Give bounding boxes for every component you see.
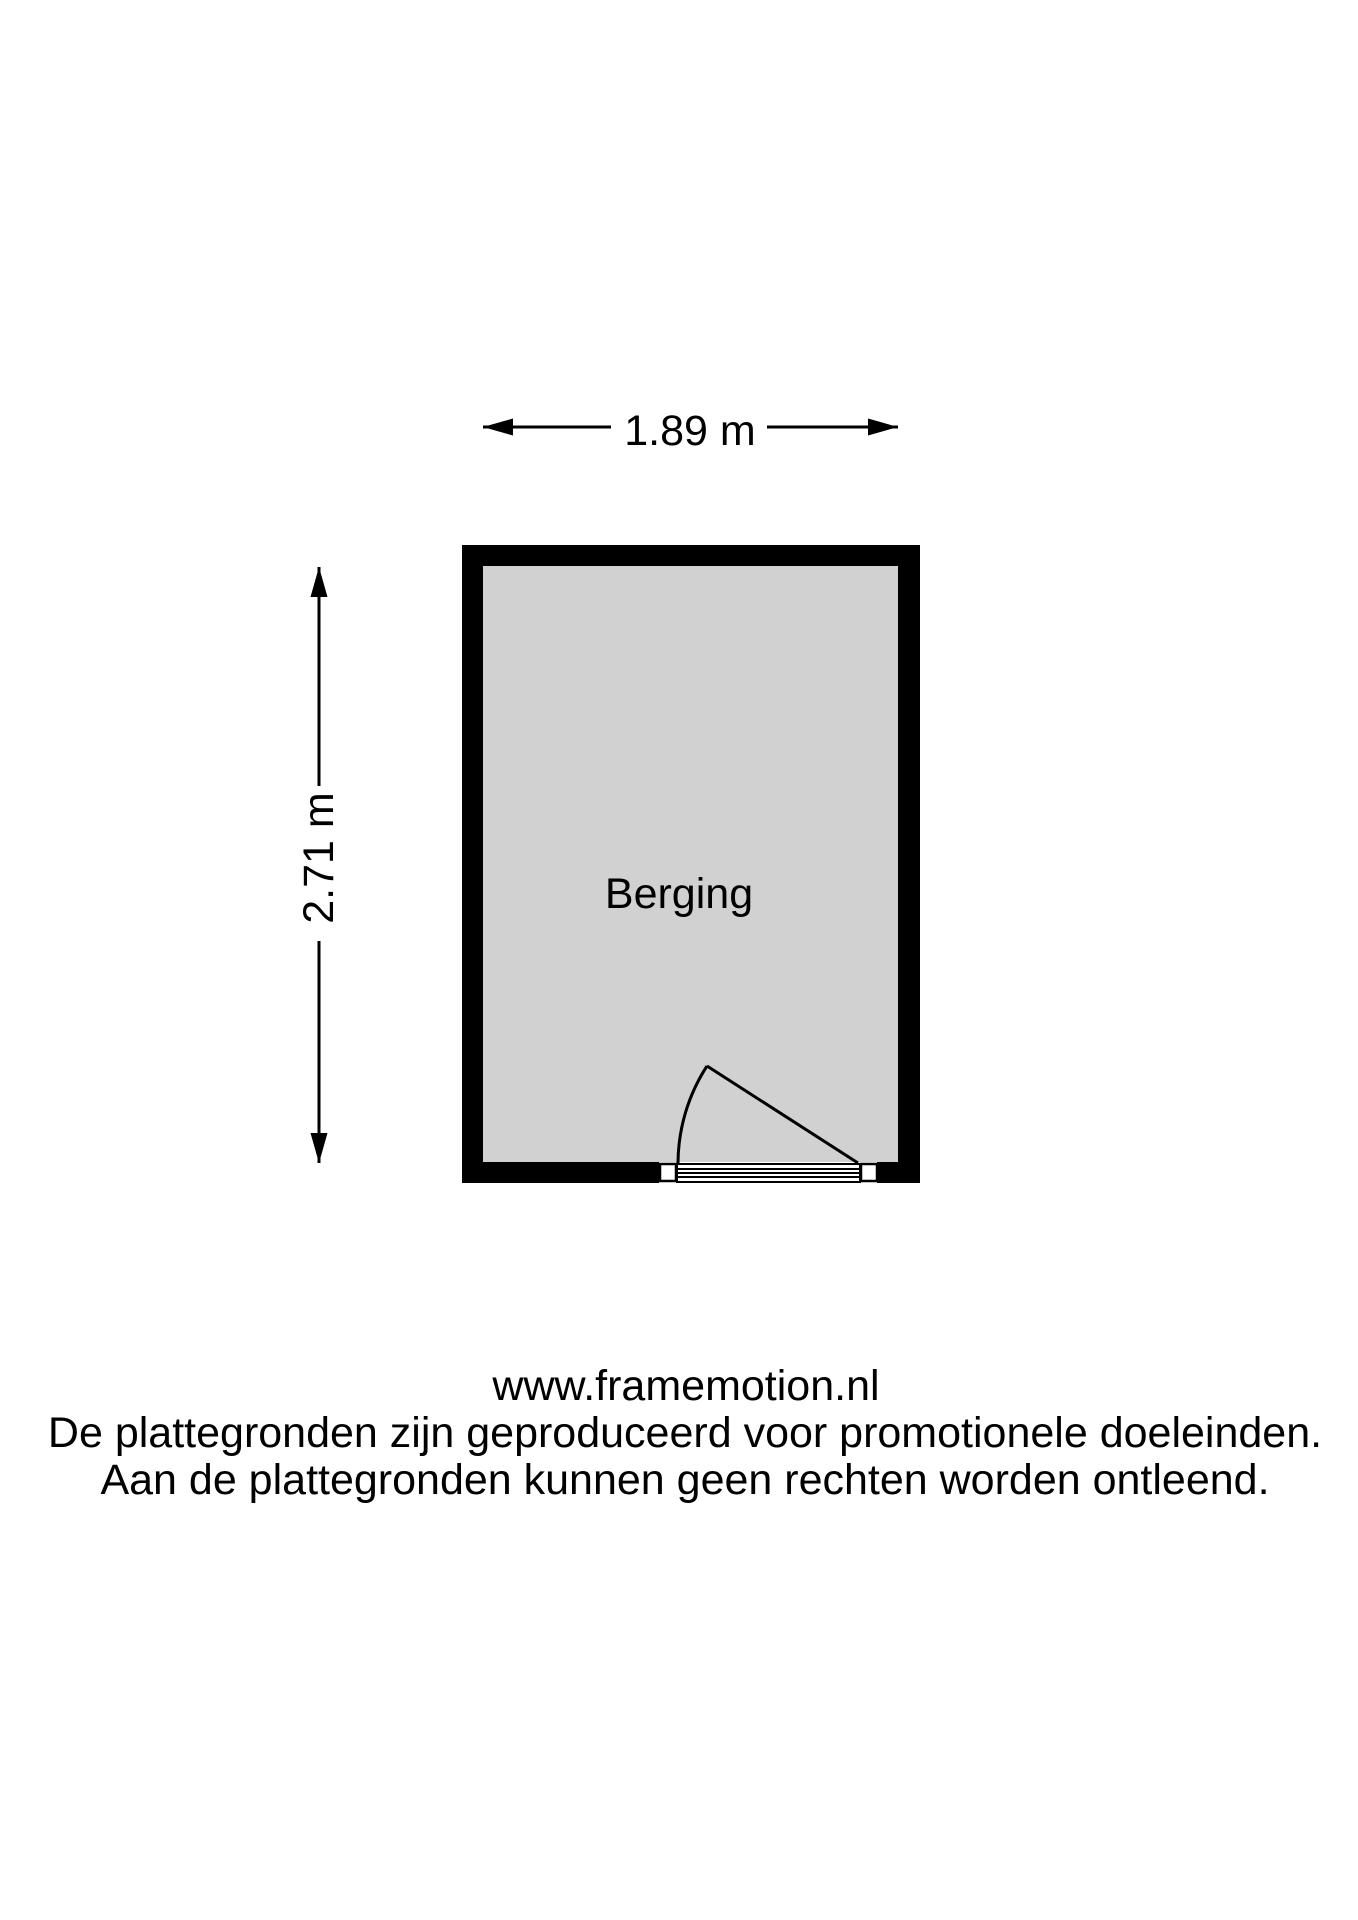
height-dimension — [295, 567, 343, 1163]
arrow-left-icon — [483, 419, 513, 436]
room-floor — [483, 566, 898, 1162]
door-jamb-left — [660, 1164, 676, 1181]
width-dimension — [483, 407, 898, 455]
arrow-up-icon — [311, 567, 328, 597]
room-label: Berging — [604, 870, 754, 918]
website-text: www.framemotion.nl — [492, 1362, 880, 1410]
width-dimension-label: 1.89 m — [624, 407, 756, 455]
disclaimer-line-1: De plattegronden zijn geproduceerd voor promotionele doeleinden. — [47, 1409, 1323, 1457]
door-jamb-right — [861, 1164, 877, 1181]
arrow-down-icon — [311, 1133, 328, 1163]
arrow-right-icon — [868, 419, 898, 436]
disclaimer-line-2: Aan de plattegronden kunnen geen rechten worden ontleend. — [100, 1456, 1270, 1504]
footer — [48, 1362, 1322, 1504]
height-dimension-label: 2.71 m — [295, 792, 343, 924]
